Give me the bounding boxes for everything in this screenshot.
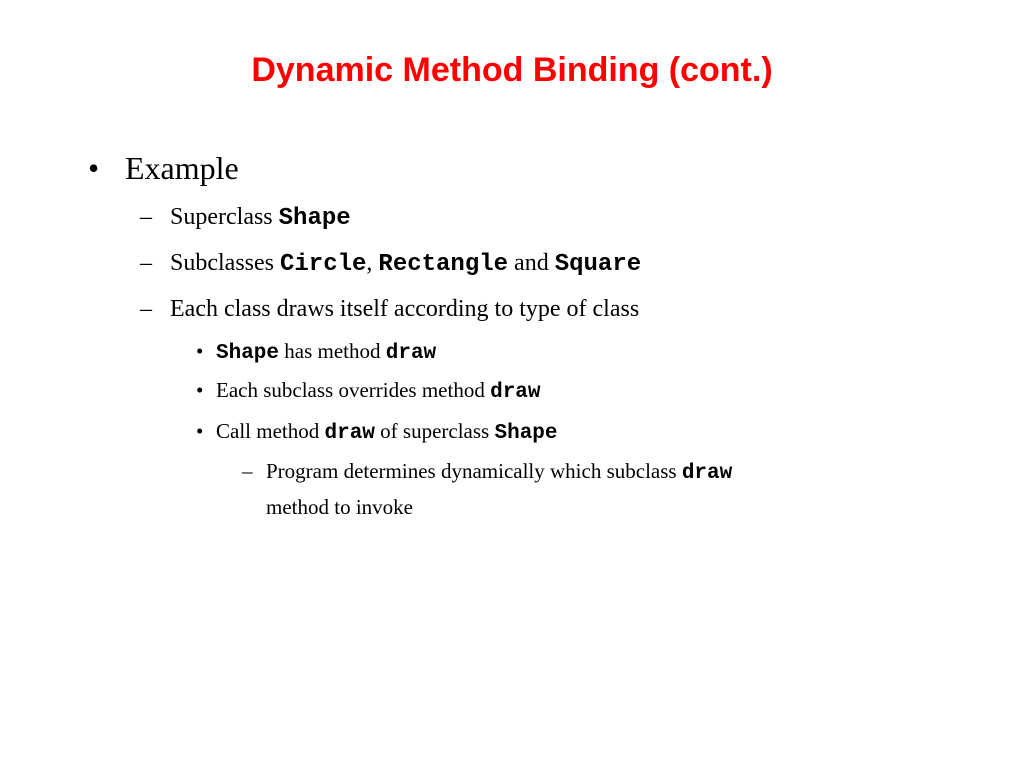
and-text: and bbox=[508, 250, 555, 276]
method-to-invoke-text: method to invoke bbox=[266, 495, 413, 519]
of-superclass-text: of superclass bbox=[374, 419, 495, 443]
bullet-example bbox=[125, 150, 239, 186]
call-method-text: Call method bbox=[216, 419, 325, 443]
has-method-text: has method bbox=[279, 339, 386, 363]
rectangle-code: Rectangle bbox=[378, 251, 509, 278]
bullet-dot: • bbox=[196, 419, 204, 443]
dash-bullet: – bbox=[140, 204, 152, 230]
program-determines-text: Program determines dynamically which subclass bbox=[266, 459, 682, 483]
bullet-each-class-draws bbox=[170, 295, 639, 323]
subclasses-label: Subclasses bbox=[170, 250, 280, 276]
draw-code: draw bbox=[324, 422, 375, 445]
dash-bullet: – bbox=[242, 459, 253, 483]
slide-title: Dynamic Method Binding (cont.) bbox=[251, 51, 773, 89]
bullet-subclasses bbox=[170, 249, 641, 279]
each-class-draws-text: Each class draws itself according to type of class bbox=[170, 296, 640, 322]
shape-code: Shape bbox=[216, 342, 280, 365]
example-text: Example bbox=[125, 150, 239, 186]
draw-code: draw bbox=[681, 462, 733, 485]
circle-code: Circle bbox=[280, 251, 367, 278]
dash-bullet: – bbox=[140, 296, 152, 322]
shape-code: Shape bbox=[494, 422, 558, 445]
bullet-overrides bbox=[216, 378, 541, 405]
bullet-superclass bbox=[170, 203, 351, 233]
square-code: Square bbox=[554, 251, 642, 278]
bullet-shape-has-method bbox=[216, 339, 436, 366]
comma-text: , bbox=[366, 250, 379, 276]
superclass-label: Superclass bbox=[170, 204, 279, 230]
bullet-dot: • bbox=[88, 150, 100, 186]
bullet-program-determines-continued bbox=[266, 495, 413, 520]
draw-code: draw bbox=[490, 381, 541, 404]
overrides-text: Each subclass overrides method bbox=[216, 378, 491, 402]
draw-code: draw bbox=[385, 342, 437, 365]
bullet-dot: • bbox=[196, 339, 204, 363]
dash-bullet: – bbox=[140, 250, 152, 276]
bullet-call-method bbox=[216, 419, 558, 446]
bullet-program-determines bbox=[266, 459, 732, 486]
bullet-dot: • bbox=[196, 378, 204, 402]
shape-code: Shape bbox=[278, 205, 351, 232]
